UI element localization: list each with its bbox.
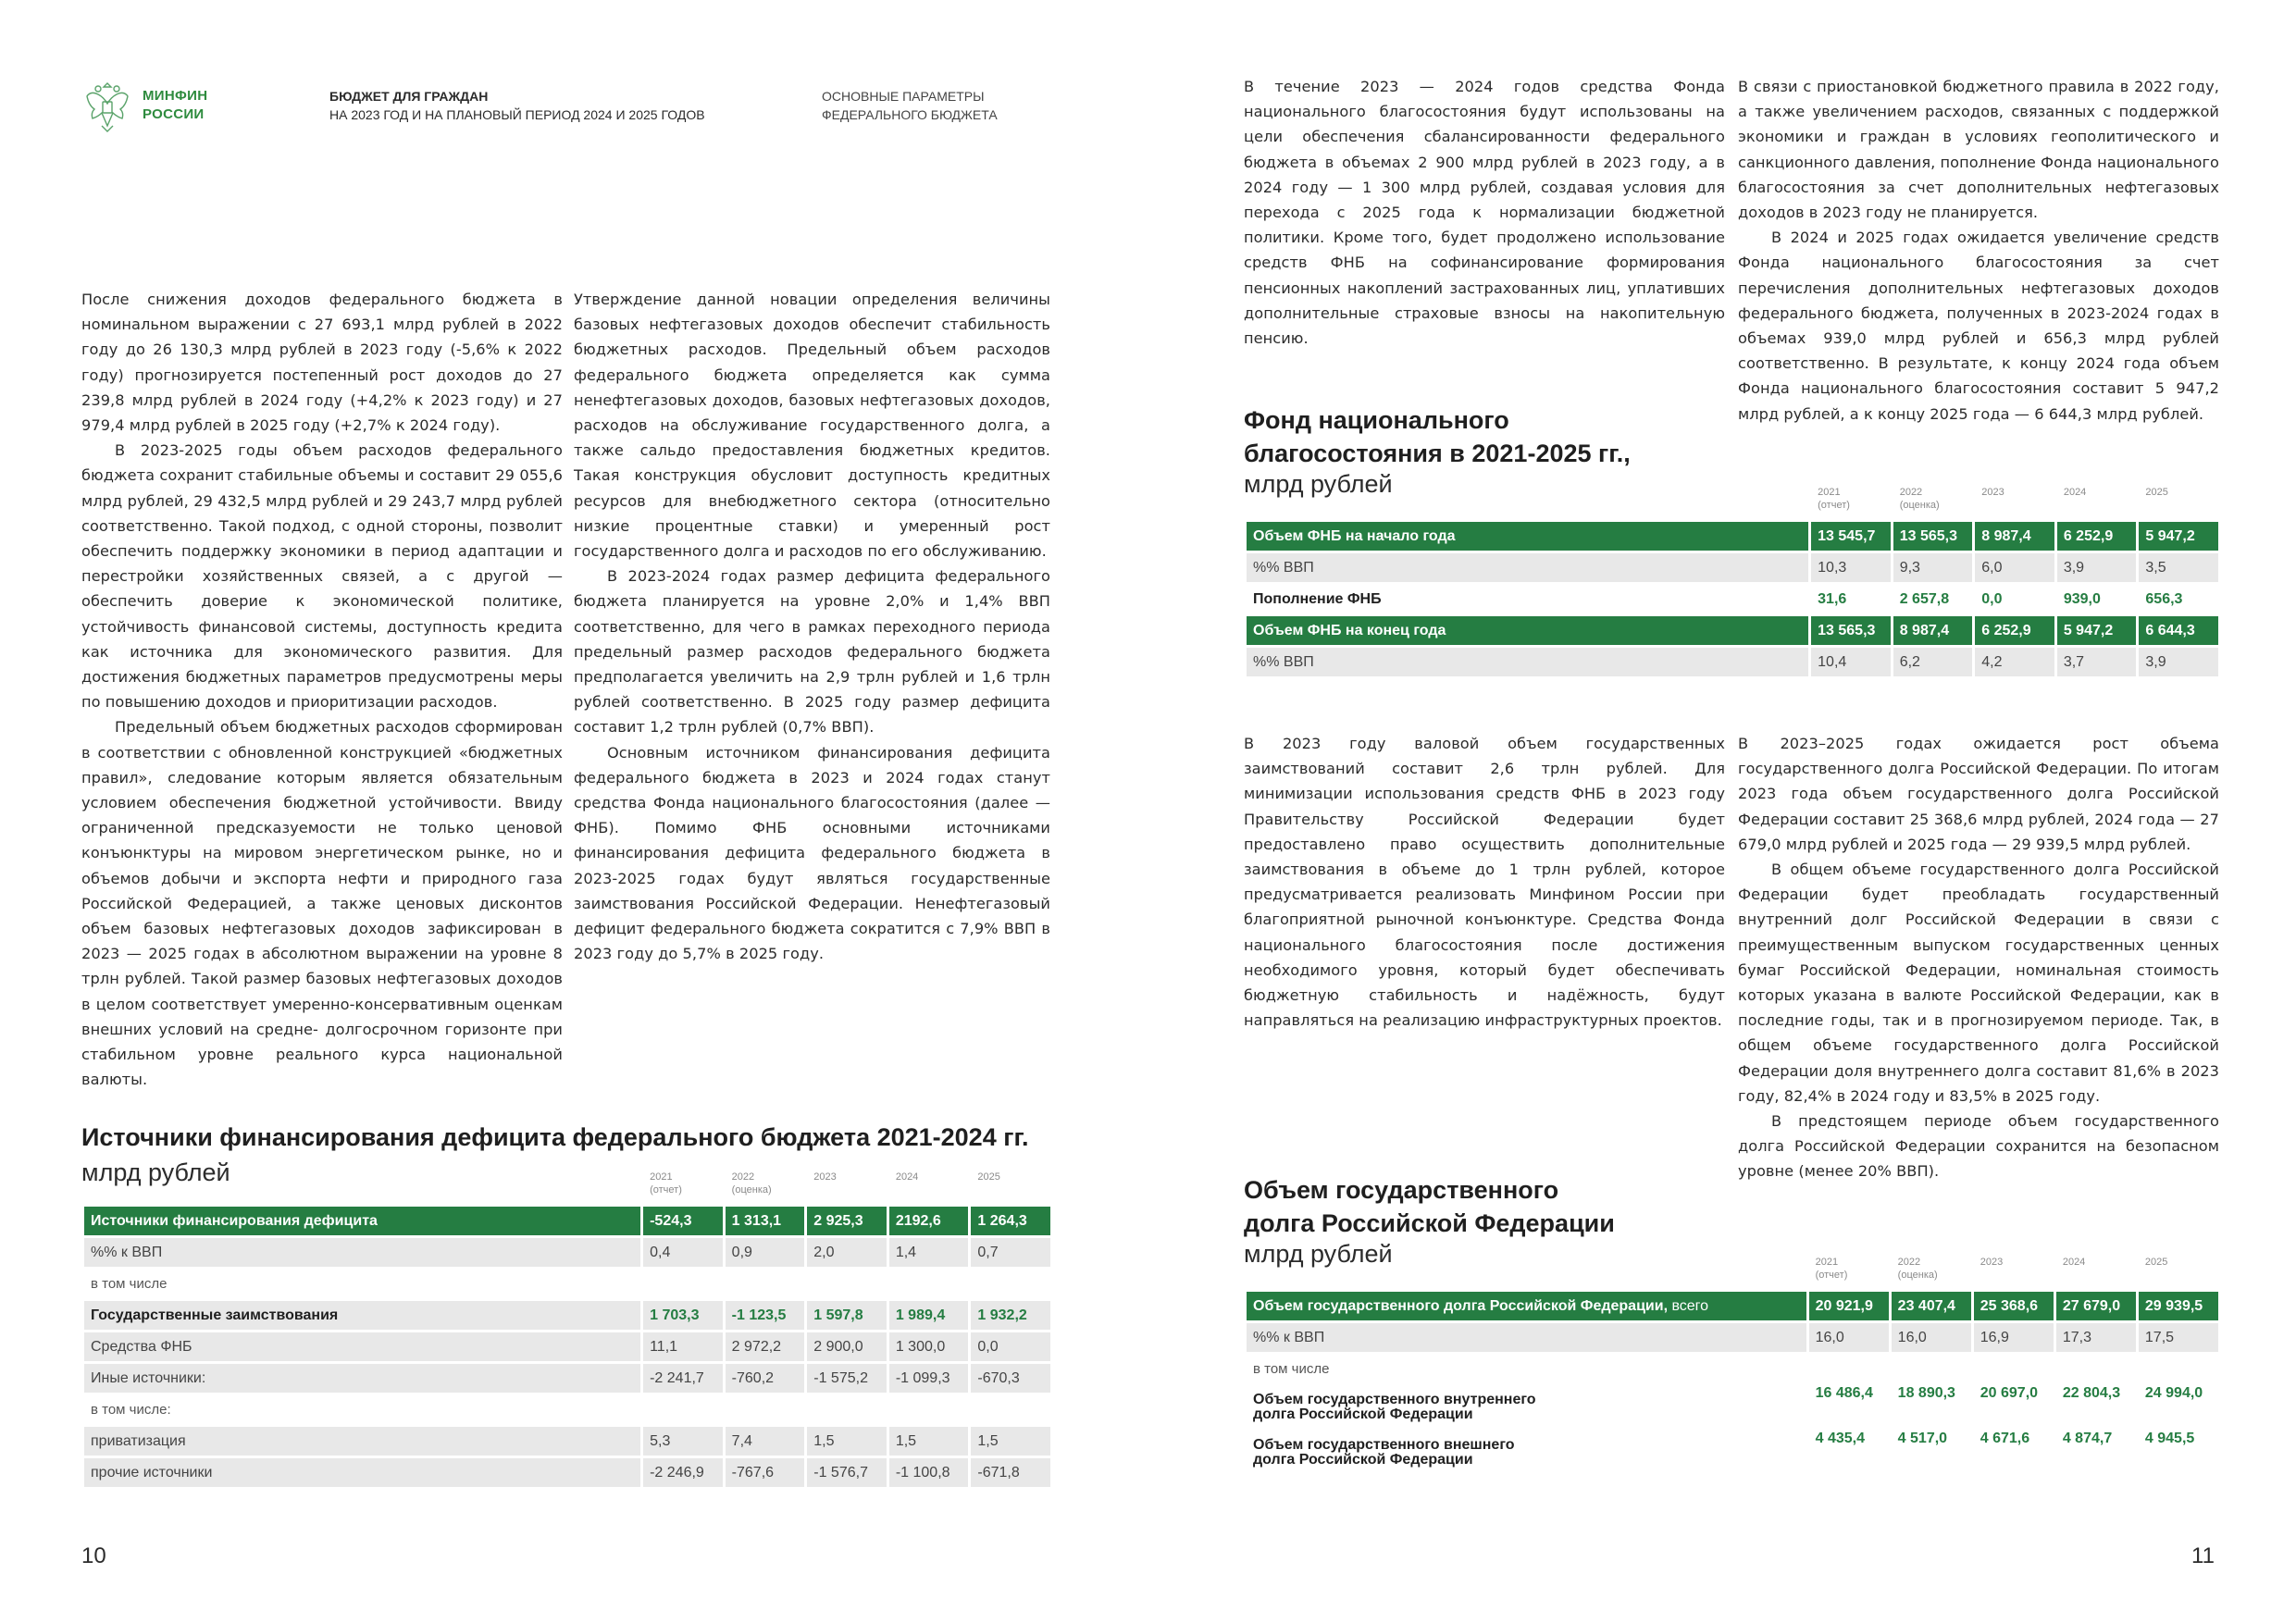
table-row: %% к ВВП 0,4 0,9 2,0 1,4 0,7 (84, 1238, 1050, 1267)
table-row: в том числе (1253, 1361, 1330, 1377)
paragraph: В 2023 году валовой объем государственных заимствований составит 2,6 трлн рублей. Для минимизации использования средств ФНБ в 2023 году Правительству Российской Федерации будет предоставлено право осуществить дополнительные заимствования в объеме до 1 трлн рублей, которое предусматривается реализовать Минфином России при благоприятной рыночной конъюнктуре. Средства Фонда национального благосостояния после достижения необходимого уровня, который будет обеспечивать бюджетную стабильность и надёжность, будут направляться на реализацию инфраструктурных проектов. (1244, 735, 1725, 1030)
paragraph: В 2024 и 2025 годах ожидается увеличение средств Фонда национального благосостояния за счет перечисления дополнительных нефтегазовых доходов федерального бюджета, полученных в 2023-2024 годах в объемах 939,0 млрд рублей и 656,3 млрд рублей соответственно. В результате, к концу 2024 года объем Фонда национального благосостояния составит 5 947,2 млрд рублей, а к концу 2025 года — 6 644,3 млрд рублей. (1738, 229, 2219, 423)
table-row: в том числе: (91, 1402, 171, 1418)
page-number: 11 (2191, 1543, 2215, 1568)
table-row: Объем ФНБ на начало года 13 545,7 13 565,3 8 987,4 6 252,9 5 947,2 (1247, 522, 2218, 551)
section-title (822, 87, 998, 124)
document-title-sub: НА 2023 ГОД И НА ПЛАНОВЫЙ ПЕРИОД 2024 И 2025 ГОДОВ (329, 107, 705, 122)
paragraph: В общем объеме государственного долга Российской Федерации будет преобладать государственный внутренний долг Российской Федерации в связи с преимущественным выпуском государственных ценных бумаг Российской Федерации, номинальная стоимость которых указана в валюте Российской Федерации, как в последние годы, так и в прогнозируемом периоде. Так, в общем объеме государственного долга Российской Федерации доля внутреннего долга составит 81,6% в 2023 году, 82,4% в 2024 году и 83,5% в 2025 году. (1738, 861, 2219, 1105)
document-title (329, 87, 705, 124)
table-row: Иные источники: -2 241,7 -760,2 -1 575,2 -1 099,3 -670,3 (84, 1364, 1050, 1393)
document-title-bold: БЮДЖЕТ ДЛЯ ГРАЖДАН (329, 89, 489, 104)
table-row: %% ВВП 10,4 6,2 4,2 3,7 3,9 (1247, 648, 2218, 676)
section-title-line1: ОСНОВНЫЕ ПАРАМЕТРЫ (822, 89, 985, 104)
left-text-column-1 (81, 287, 563, 1093)
debt-table-unit: млрд рублей (1244, 1240, 1393, 1268)
paragraph: В 2023–2025 годах ожидается рост объема государственного долга Российской Федерации. По итогам 2023 года объем государственного долга Российской Федерации составит 25 368,6 млрд рублей, 2024 года — 27 679,0 млрд рублей и 2025 года — 29 939,5 млрд рублей. (1738, 735, 2219, 853)
fnb-table-unit: млрд рублей (1244, 470, 1393, 498)
table-year-header: 2021 (отчет) 2022 (оценка) 2023 2024 2025 (1815, 1257, 2168, 1281)
left-text-column-2 (574, 287, 1050, 966)
paragraph: В течение 2023 — 2024 годов средства Фонда национального благосостояния будут использованы на цели обеспечения сбалансированности федерального бюджета в объемах 2 900 млрд рублей в 2023 году, а в 2024 году — 1 300 млрд рублей, создавая условия для перехода с 2025 года к нормализации бюджетной политики. Кроме того, будет продолжено использование средств ФНБ на софинансирование формирования пенсионных накоплений застрахованных лиц, уплативших дополнительные страховые взносы на накопительную пенсию. (1244, 78, 1725, 348)
paragraph: В предстоящем периоде объем государственного долга Российской Федерации сохранится на безопасном уровне (менее 20% ВВП). (1738, 1112, 2219, 1181)
fnb-table (1244, 483, 2221, 679)
table-row: Объем государственного внутреннего долга Российской Федерации 16 486,4 18 890,3 20 697,0 22 804,3 24 994,0 (1253, 1385, 2203, 1422)
paragraph: В 2023-2024 годах размер дефицита федерального бюджета планируется на уровне 2,0% и 1,4% ВВП соответственно, для чего в рамках переходного периода предельный размер расходов федерального бюджета предполагается увеличить на 2,9 трлн рублей и 1,6 трлн рублей соответственно. В 2025 году размер дефицита составит 1,2 трлн рублей (0,7% ВВП). (574, 567, 1050, 737)
fnb-table-title: Фонд национального благосостояния в 2021-2025 гг., (1244, 406, 1631, 467)
logo-line2: РОССИИ (143, 106, 205, 122)
right-text-column-1-mid (1244, 731, 1725, 1033)
table-row: приватизация 5,3 7,4 1,5 1,5 1,5 (84, 1427, 1050, 1456)
table-row: Источники финансирования дефицита -524,3 1 313,1 2 925,3 2192,6 1 264,3 (84, 1207, 1050, 1235)
debt-table (1244, 1253, 2221, 1477)
logo-line1: МИНФИН (143, 88, 208, 104)
right-page (1148, 0, 2296, 1623)
section-title-line2: ФЕДЕРАЛЬНОГО БЮДЖЕТА (822, 107, 998, 122)
table-year-header: 2021 (отчет) 2022 (оценка) 2023 2024 2025 (650, 1171, 1000, 1196)
paragraph: Утверждение данной новации определения величины базовых нефтегазовых доходов обеспечит стабильность бюджетных расходов. Предельный объем расходов федерального бюджета определяется как сумма ненефтегазовых доходов, базовых нефтегазовых доходов, расходов на обслуживание государственного долга, а также сальдо предоставления бюджетных кредитов. Такая конструкция обусловит доступность кредитных ресурсов для внебюджетного сектора (относительно низкие процентные ставки) и умеренный рост государственного долга и расходов по его обслуживанию. (574, 291, 1050, 561)
paragraph: Предельный объем бюджетных расходов сформирован в соответствии с обновленной конструкцией «бюджетных правил», следование которым является обязательным условием обеспечения бюджетной устойчивости. Ввиду ограниченной предсказуемости не только ценовой конъюнктуры на мировом энергетическом рынке, но и объемов добычи и экспорта нефти и природного газа Российской Федерацией, а также ценовых дисконтов объем базовых нефтегазовых доходов зафиксирован в 2023 — 2025 годах в абсолютном выражении на уровне 8 трлн рублей. Такой размер базовых нефтегазовых доходов в целом соответствует умеренно-консервативным оценкам внешних условий на средне- долгосрочном горизонте при стабильном уровне реального курса национальной валюты. (81, 718, 563, 1089)
right-text-column-2-mid (1738, 731, 2219, 1184)
table-row: Государственные заимствования 1 703,3 -1 123,5 1 597,8 1 989,4 1 932,2 (84, 1301, 1050, 1330)
logo-text (143, 87, 207, 124)
page-number: 10 (81, 1543, 106, 1568)
table-row: в том числе (91, 1276, 168, 1292)
paragraph: После снижения доходов федерального бюджета в номинальном выражении с 27 693,1 млрд рублей в 2022 году до 26 130,3 млрд рублей в 2023 году (-5,6% к 2022 году) прогнозируется постепенный рост доходов до 27 239,8 млрд рублей в 2024 году (+4,2% к 2023 году) и 27 979,4 млрд рублей в 2025 году (+2,7% к 2024 году). (81, 291, 563, 435)
table-row: Средства ФНБ 11,1 2 972,2 2 900,0 1 300,0 0,0 (84, 1332, 1050, 1361)
table-row: %% ВВП 10,3 9,3 6,0 3,9 3,5 (1247, 553, 2218, 582)
deficit-table (81, 1168, 1053, 1490)
paragraph: В связи с приостановкой бюджетного правила в 2022 году, а также увеличением расходов, связанных с поддержкой экономики и граждан в условиях геополитического и санкционного давления, пополнение Фонда национального благосостояния за счет дополнительных нефтегазовых доходов в 2023 году не планируется. (1738, 78, 2219, 222)
table-row: %% к ВВП 16,0 16,0 16,9 17,3 17,5 (1247, 1323, 2218, 1352)
coat-of-arms-icon (81, 80, 133, 135)
deficit-table-unit: млрд рублей (81, 1158, 230, 1186)
right-text-column-2-top (1738, 74, 2219, 427)
paragraph: Основным источником финансирования дефицита федерального бюджета в 2023 и 2024 годах станут средства Фонда национального благосостояния (далее — ФНБ). Помимо ФНБ основными источниками финансирования дефицита федерального бюджета в 2023-2025 годах будут являться государственные заимствования Российской Федерации. Ненефтегазовый дефицит федерального бюджета сократится с 7,9% ВВП в 2023 году до 5,7% в 2025 году. (574, 743, 1050, 963)
table-row: прочие источники -2 246,9 -767,6 -1 576,7 -1 100,8 -671,8 (84, 1458, 1050, 1487)
deficit-table-title: Источники финансирования дефицита федерального бюджета 2021-2024 гг. (81, 1123, 1029, 1151)
table-row: Объем государственного внешнего долга Российской Федерации 4 435,4 4 517,0 4 671,6 4 874,7 4 945,5 (1253, 1431, 2195, 1468)
table-year-header: 2021 (отчет) 2022 (оценка) 2023 2024 2025 (1818, 487, 2168, 511)
paragraph: В 2023-2025 годы объем расходов федерального бюджета сохранит стабильные объемы и составит 29 055,6 млрд рублей, 29 432,5 млрд рублей и 29 243,7 млрд рублей соответственно. Такой подход, с одной стороны, позволит обеспечить поддержку экономики в период адаптации и перестройки хозяйственных связей, а с другой — обеспечить доверие к экономической политике, устойчивость финансовой системы, доступность кредита как источника для экономического развития. Для достижения бюджетных параметров предусмотрены меры по повышению доходов и приоритизации расходов. (81, 441, 563, 712)
table-row: Пополнение ФНБ 31,6 2 657,8 0,0 939,0 656,3 (1253, 590, 2183, 607)
table-row: Объем государственного долга Российской Федерации, всего 20 921,9 23 407,4 25 368,6 27 679,0 29 939,5 (1247, 1292, 2218, 1320)
debt-table-title: Объем государственного долга Российской Федерации (1244, 1176, 1615, 1237)
page-header (81, 80, 1099, 135)
table-row: Объем ФНБ на конец года 13 565,3 8 987,4 6 252,9 5 947,2 6 644,3 (1247, 616, 2218, 645)
right-text-column-1-top (1244, 74, 1725, 351)
